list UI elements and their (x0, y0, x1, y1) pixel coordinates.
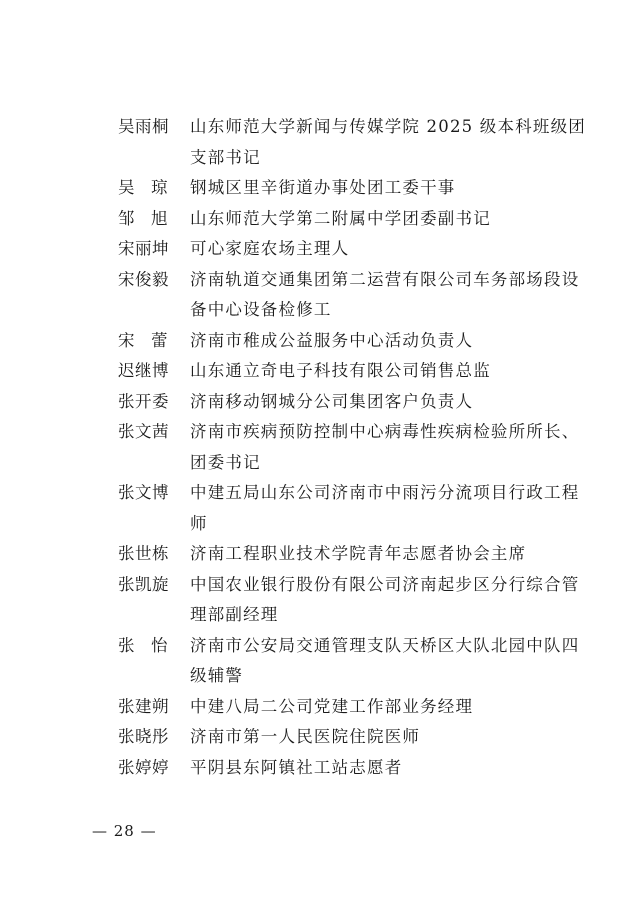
person-position: 钢城区里辛街道办事处团工委干事 (190, 178, 456, 197)
person-name: 宋俊毅 (118, 269, 169, 289)
person-position: 济南市稚成公益服务中心活动负责人 (190, 330, 474, 350)
person-position: 济南轨道交通集团第二运营有限公司车务部场段设备中心设备检修工 (190, 269, 580, 319)
list-item (118, 570, 588, 631)
page-number: — 28 — (92, 822, 157, 840)
list-item (118, 265, 588, 326)
person-name: 张婷婷 (118, 757, 169, 777)
person-name: 张建朔 (118, 696, 169, 716)
person-position: 山东师范大学新闻与传媒学院 2025 级本科班级团支部书记 (190, 117, 586, 167)
list-item (118, 356, 588, 387)
person-name: 张文博 (118, 483, 169, 502)
person-name: 张 怡 (118, 635, 168, 655)
person-position: 山东师范大学第二附属中学团委副书记 (190, 208, 491, 228)
list-item (118, 417, 588, 478)
person-position: 可心家庭农场主理人 (190, 239, 350, 258)
person-name: 张凯旋 (118, 574, 169, 594)
list-item (118, 234, 588, 265)
person-position: 中建八局二公司党建工作部业务经理 (190, 696, 474, 716)
person-name: 宋丽坤 (118, 239, 169, 258)
person-name: 邹 旭 (118, 208, 168, 228)
person-name: 张世栋 (118, 544, 169, 563)
list-item (118, 478, 588, 539)
list-item (118, 173, 588, 204)
list-item (118, 753, 588, 784)
list-item (118, 539, 588, 570)
person-position: 济南工程职业技术学院青年志愿者协会主席 (190, 544, 527, 563)
person-position: 济南市第一人民医院住院医师 (190, 727, 421, 746)
person-name: 宋 蕾 (118, 330, 168, 350)
person-position: 济南市疾病预防控制中心病毒性疾病检验所所长、团委书记 (190, 422, 580, 472)
list-item (118, 692, 588, 723)
list-item (118, 631, 588, 692)
person-position: 平阴县东阿镇社工站志愿者 (190, 757, 403, 777)
list-item (118, 112, 588, 173)
person-position: 济南市公安局交通管理支队天桥区大队北园中队四级辅警 (190, 635, 580, 685)
person-name: 张晓彤 (118, 727, 169, 746)
person-name: 张文茜 (118, 422, 169, 441)
person-name: 吴 琼 (118, 178, 168, 197)
person-position: 中国农业银行股份有限公司济南起步区分行综合管理部副经理 (190, 574, 580, 624)
list-item (118, 326, 588, 357)
name-list (118, 112, 588, 783)
list-item (118, 204, 588, 235)
person-name: 迟继博 (118, 361, 169, 380)
person-position: 中建五局山东公司济南市中雨污分流项目行政工程师 (190, 483, 580, 533)
list-item (118, 722, 588, 753)
person-name: 吴雨桐 (118, 117, 169, 136)
person-position: 济南移动钢城分公司集团客户负责人 (190, 391, 474, 411)
list-item (118, 387, 588, 418)
person-name: 张开委 (118, 391, 169, 411)
person-position: 山东通立奇电子科技有限公司销售总监 (190, 361, 491, 380)
